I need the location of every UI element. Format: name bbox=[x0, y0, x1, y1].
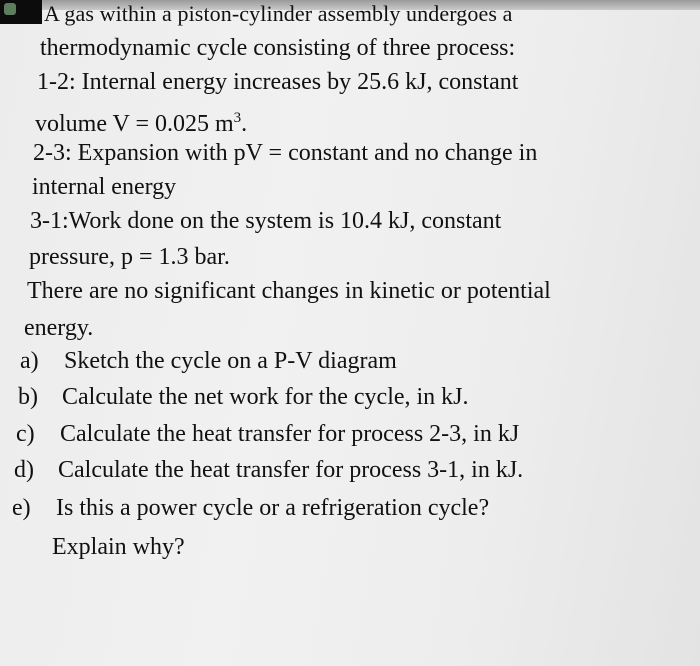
question-text: Sketch the cycle on a P-V diagram bbox=[64, 348, 397, 374]
problem-line-1: A gas within a piston-cylinder assembly undergoes a bbox=[44, 1, 513, 26]
question-marker: e) bbox=[12, 495, 31, 521]
question-text: Calculate the heat transfer for process 2-3, in kJ bbox=[60, 421, 520, 447]
question-e-continuation: Explain why? bbox=[52, 534, 185, 560]
question-text: Calculate the heat transfer for process 3-1, in kJ. bbox=[58, 457, 524, 483]
question-marker: c) bbox=[16, 421, 35, 447]
question-d bbox=[14, 455, 523, 485]
volume-line-end: . bbox=[241, 111, 248, 137]
problem-line-3: 1-2: Internal energy increases by 25.6 kJ, constant bbox=[37, 69, 519, 95]
problem-line-10: energy. bbox=[24, 315, 94, 341]
problem-line-5: 2-3: Expansion with pV = constant and no change in bbox=[33, 140, 538, 166]
volume-unit-exponent: 3 bbox=[233, 110, 242, 126]
question-e bbox=[12, 493, 489, 523]
question-a bbox=[20, 346, 397, 376]
question-c bbox=[16, 419, 519, 449]
problem-line-6: internal energy bbox=[32, 174, 177, 200]
problem-line-9: There are no significant changes in kinetic or potential bbox=[27, 278, 551, 304]
question-text: Is this a power cycle or a refrigeration cycle? bbox=[56, 495, 490, 521]
corner-badge-icon bbox=[4, 3, 16, 15]
question-b bbox=[18, 382, 469, 412]
question-marker: b) bbox=[18, 384, 38, 410]
question-text: Calculate the net work for the cycle, in kJ. bbox=[62, 384, 469, 410]
problem-line-8: pressure, p = 1.3 bar. bbox=[29, 244, 230, 270]
corner-shadow bbox=[0, 0, 42, 24]
question-marker: d) bbox=[14, 457, 34, 483]
volume-text: volume V = 0.025 m bbox=[35, 111, 234, 137]
problem-line-2: thermodynamic cycle consisting of three process: bbox=[40, 35, 516, 61]
problem-line-7: 3-1:Work done on the system is 10.4 kJ, constant bbox=[30, 208, 502, 234]
problem-line-4 bbox=[35, 103, 247, 139]
question-marker: a) bbox=[20, 348, 39, 374]
